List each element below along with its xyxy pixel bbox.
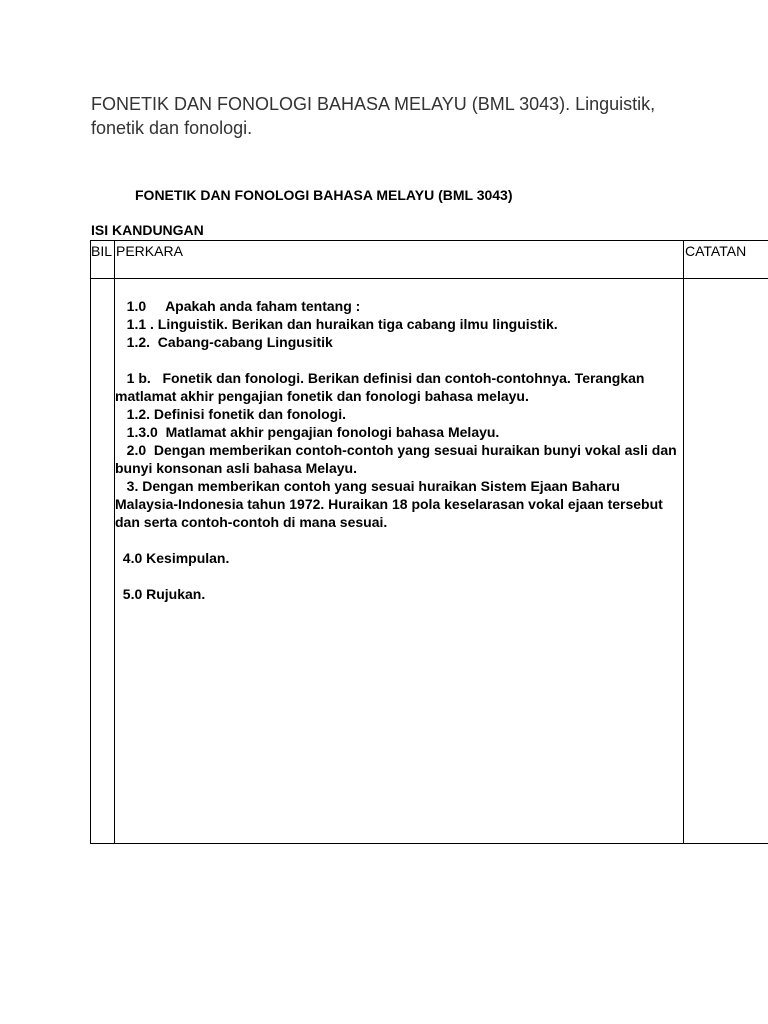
column-header-catatan: CATATAN (685, 243, 747, 259)
list-item: 4.0 Kesimpulan. (115, 550, 230, 566)
table-border-top (90, 240, 768, 241)
list-item: 1.2. Definisi fonetik dan fonologi. (115, 406, 347, 422)
document-title: FONETIK DAN FONOLOGI BAHASA MELAYU (BML 3043). Linguistik, fonetik dan fonologi. (91, 94, 656, 138)
table-header-divider (90, 278, 768, 279)
list-item: 2.0 Dengan memberikan contoh-contoh yang sesuai huraikan bunyi vokal asli dan bunyi konsonan asli bahasa Melayu. (115, 442, 681, 476)
perkara-content (115, 297, 683, 603)
table-of-contents-label: ISI KANDUNGAN (91, 222, 204, 238)
list-item: 3. Dengan memberikan contoh yang sesuai huraikan Sistem Ejaan Baharu Malaysia-Indonesia tahun 1972. Huraikan 18 pola keselarasan vokal ejaan tersebut dan serta contoh-contoh di mana sesuai. (115, 478, 667, 530)
table-border-left (90, 240, 91, 844)
table-border-bottom (90, 843, 768, 844)
spacer (115, 351, 683, 369)
list-item: 1.2. Cabang-cabang Lingusitik (115, 334, 333, 350)
list-item: 1.0 Apakah anda faham tentang : (115, 298, 361, 314)
spacer (115, 567, 683, 585)
contents-table (90, 240, 768, 844)
column-header-perkara: PERKARA (116, 243, 183, 259)
list-item: 1.3.0 Matlamat akhir pengajian fonologi bahasa Melayu. (115, 424, 500, 440)
table-column-divider-catatan (683, 240, 684, 844)
document-heading: FONETIK DAN FONOLOGI BAHASA MELAYU (BML 3043) (135, 187, 513, 203)
spacer (115, 531, 683, 549)
column-header-bil: BIL (91, 243, 113, 259)
list-item: 5.0 Rujukan. (115, 586, 206, 602)
list-item: 1 b. Fonetik dan fonologi. Berikan definisi dan contoh-contohnya. Terangkan matlamat akhir pengajian fonetik dan fonologi bahasa melayu. (115, 370, 649, 404)
list-item: 1.1 . Linguistik. Berikan dan huraikan tiga cabang ilmu linguistik. (115, 316, 558, 332)
